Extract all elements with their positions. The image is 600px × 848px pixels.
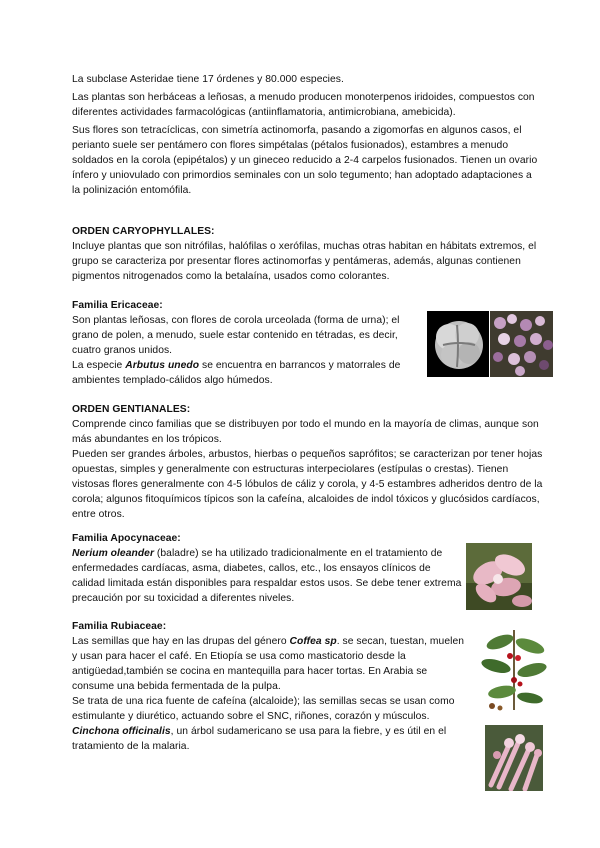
intro-section (72, 72, 542, 198)
family-text: Son plantas leñosas, con flores de corola urceolada (forma de urna); el grano de polen, a menudo, suele estar contenido en tétradas, es decir, cuatro granos unidos. (72, 315, 400, 356)
apocynaceae-section (72, 531, 462, 606)
family-heading: Familia Ericaceae: (72, 300, 163, 311)
species-name: Cinchona officinalis (72, 726, 171, 737)
family-text (72, 634, 472, 694)
ericaceae-section (72, 298, 417, 388)
text-run: . se secan, tuestan, muelen y usan para hacer el café. En Etiopía se usa como masticatorio desde la antigüedad,también se cocina en mantequilla para hacer tortas. En Arabia se consume una bebida fermentada de la pulpa. (72, 636, 464, 692)
family-text-2 (72, 358, 417, 388)
section-text-2: Pueden ser grandes árboles, arbustos, hierbas o pequeños saprófitos; se caracterizan por tener hojas opuestas, simples y generalmente con estructuras interpeciolares (estípulas o crestas). Tienen vistosas flores generalmente con 4-5 lóbulos de cáliz y corola, y 4-5 estambres adheridos dentro de la corola; algunos fitoquímicos típicos son la cafeína, alcaloides de indol tóxicos y glucósidos cardíacos, entre otros. (72, 449, 543, 520)
section-heading: ORDEN GENTIANALES: (72, 404, 191, 415)
intro-paragraph-2: Las plantas son herbáceas a leñosas, a menudo producen monoterpenos iridoides, compuestos con diferentes actividades farmacológicas (antiinflamatoria, antimicrobiana, amebicida). (72, 92, 535, 118)
genus-name: Coffea sp (289, 636, 337, 647)
intro-paragraph-1: La subclase Asteridae tiene 17 órdenes y 80.000 especies. (72, 74, 344, 85)
family-heading: Familia Rubiaceae: (72, 621, 167, 632)
gentianales-section (72, 402, 547, 522)
family-text-2: Se trata de una rica fuente de cafeína (alcaloide); las semillas secas se usan como estimulante y diurético, actuando sobre el SNC, riñones, corazón y músculos. (72, 696, 455, 722)
text-run: , un árbol sudamericano se usa para la fiebre, y es útil en el tratamiento de la malaria. (72, 726, 447, 752)
heather-flowers-photo (490, 311, 553, 377)
text-run: (baladre) se ha utilizado tradicionalmente en el tratamiento de enfermedades cardíacas, asma, diabetes, callos, etc., los ensayos clínicos de calidad limitada están disponibles para respaldar estos usos. Se debe tener extrema precaución por su toxicidad a diferentes niveles. (72, 548, 462, 604)
caryophyllales-section (72, 224, 542, 284)
text-run: Las semillas que hay en las drupas del género (72, 636, 290, 647)
pollen-tetrad-photo (427, 311, 489, 377)
oleander-flower-photo (466, 543, 532, 610)
cinchona-flowers-photo (485, 725, 543, 791)
section-heading: ORDEN CARYOPHYLLALES: (72, 226, 215, 237)
rubiaceae-section (72, 619, 472, 754)
family-heading: Familia Apocynaceae: (72, 533, 181, 544)
family-text-3 (72, 724, 472, 754)
text-run: La especie (72, 360, 126, 371)
species-name: Nerium oleander (72, 548, 155, 559)
family-text (72, 546, 462, 606)
coffee-plant-illustration (480, 628, 550, 712)
section-text: Incluye plantas que son nitrófilas, halófilas o xerófilas, muchas otras habitan en hábitats extremos, el grupo se caracteriza por presentar flores actinomorfas y pentámeras, además, algunas contienen pigmentos nitrogenados como la betalaína, usados como colorantes. (72, 241, 537, 282)
species-name: Arbutus unedo (125, 360, 200, 371)
text-run: se encuentra en barrancos y matorrales de ambientes templado-cálidos algo húmedos. (72, 360, 401, 386)
intro-paragraph-3: Sus flores son tetracíclicas, con simetría actinomorfa, pasando a zigomorfas en algunos casos, el perianto suele ser pentámero con flores simpétalas (pétalos fusionados), estambres a menudo soldados en la corola (epipétalos) y un gineceo reducido a 2-4 carpelos fusionados. Tienen un ovario ínfero y uniovulado con primordios seminales con un solo tegumento; han adoptado adaptaciones a la polinización entomófila. (72, 125, 538, 196)
section-text: Comprende cinco familias que se distribuyen por todo el mundo en la mayoría de climas, aunque son más abundantes en los trópicos. (72, 419, 539, 445)
